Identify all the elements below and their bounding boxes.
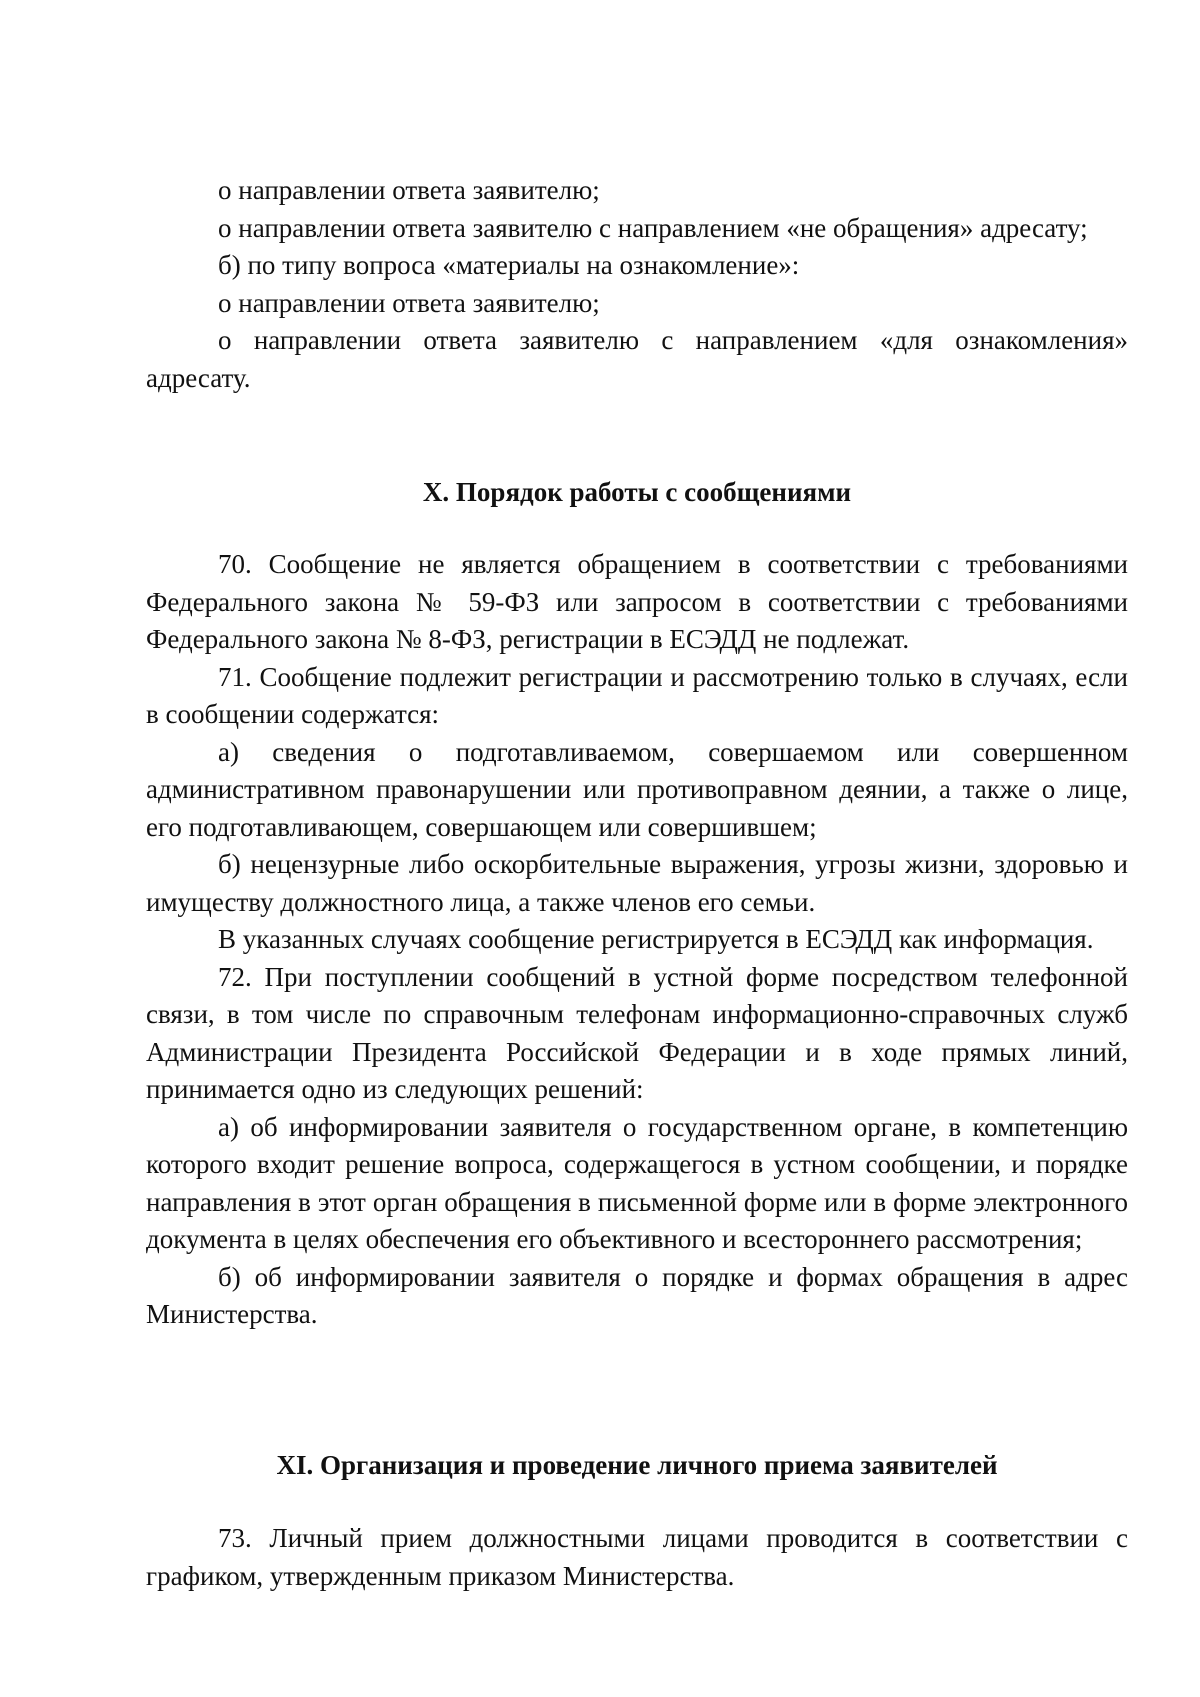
paragraph: о направлении ответа заявителю; xyxy=(218,175,600,205)
text-block-continuation xyxy=(146,172,1128,397)
paragraph-73: 73. Личный прием должностными лицами проводится в соответствии с графиком, утвержденным приказом Министерства. xyxy=(146,1523,1128,1591)
paragraph-71: 71. Сообщение подлежит регистрации и рассмотрению только в случаях, если в сообщении содержатся: xyxy=(146,661,1128,729)
paragraph: о направлении ответа заявителю с направлением «для ознакомления» адресату. xyxy=(146,325,1128,393)
paragraph-70: 70. Сообщение не является обращением в соответствии с требованиями Федерального закона № 59-ФЗ или запросом в соответствии с требованиями Федерального закона № 8-ФЗ, регистрации в ЕСЭДД не подлежат. xyxy=(146,549,1128,654)
paragraph: о направлении ответа заявителю; xyxy=(218,287,600,318)
paragraph-72-a: а) об информировании заявителя о государственном органе, в компетенцию которого входит решение вопроса, содержащегося в устном сообщении, и порядке направления в этот орган обращения в письменной форме или в форме электронного документа в целях обеспечения его объективного и всестороннего рассмотрения; xyxy=(146,1111,1128,1254)
paragraph-72: 72. При поступлении сообщений в устной форме посредством телефонной связи, в том числе по справочным телефонам информационно-справочных служб Администрации Президента Российской Федерации и в ходе прямых линий, принимается одно из следующих решений: xyxy=(146,961,1128,1104)
paragraph-71-note: В указанных случаях сообщение регистрируется в ЕСЭДД как информация. xyxy=(218,924,1094,954)
paragraph: о направлении ответа заявителю с направлением «не обращения» адресату; xyxy=(218,212,1088,243)
paragraph-72-b: б) об информировании заявителя о порядке и формах обращения в адрес Министерства. xyxy=(146,1261,1128,1329)
section-xi-body xyxy=(146,1520,1128,1595)
paragraph: б) по типу вопроса «материалы на ознакомление»: xyxy=(218,250,800,280)
section-heading-xi: XI. Организация и проведение личного приема заявителей xyxy=(276,1450,998,1480)
section-heading-x: X. Порядок работы с сообщениями xyxy=(422,477,852,507)
paragraph-71-a: а) сведения о подготавливаемом, совершаемом или совершенном административном правонарушении или противоправном деянии, а также о лице, его подготавливающем, совершающем или совершившем; xyxy=(146,736,1128,842)
section-x-body xyxy=(146,546,1128,1334)
paragraph-71-b: б) нецензурные либо оскорбительные выражения, угрозы жизни, здоровью и имуществу должностного лица, а также членов его семьи. xyxy=(146,849,1128,917)
